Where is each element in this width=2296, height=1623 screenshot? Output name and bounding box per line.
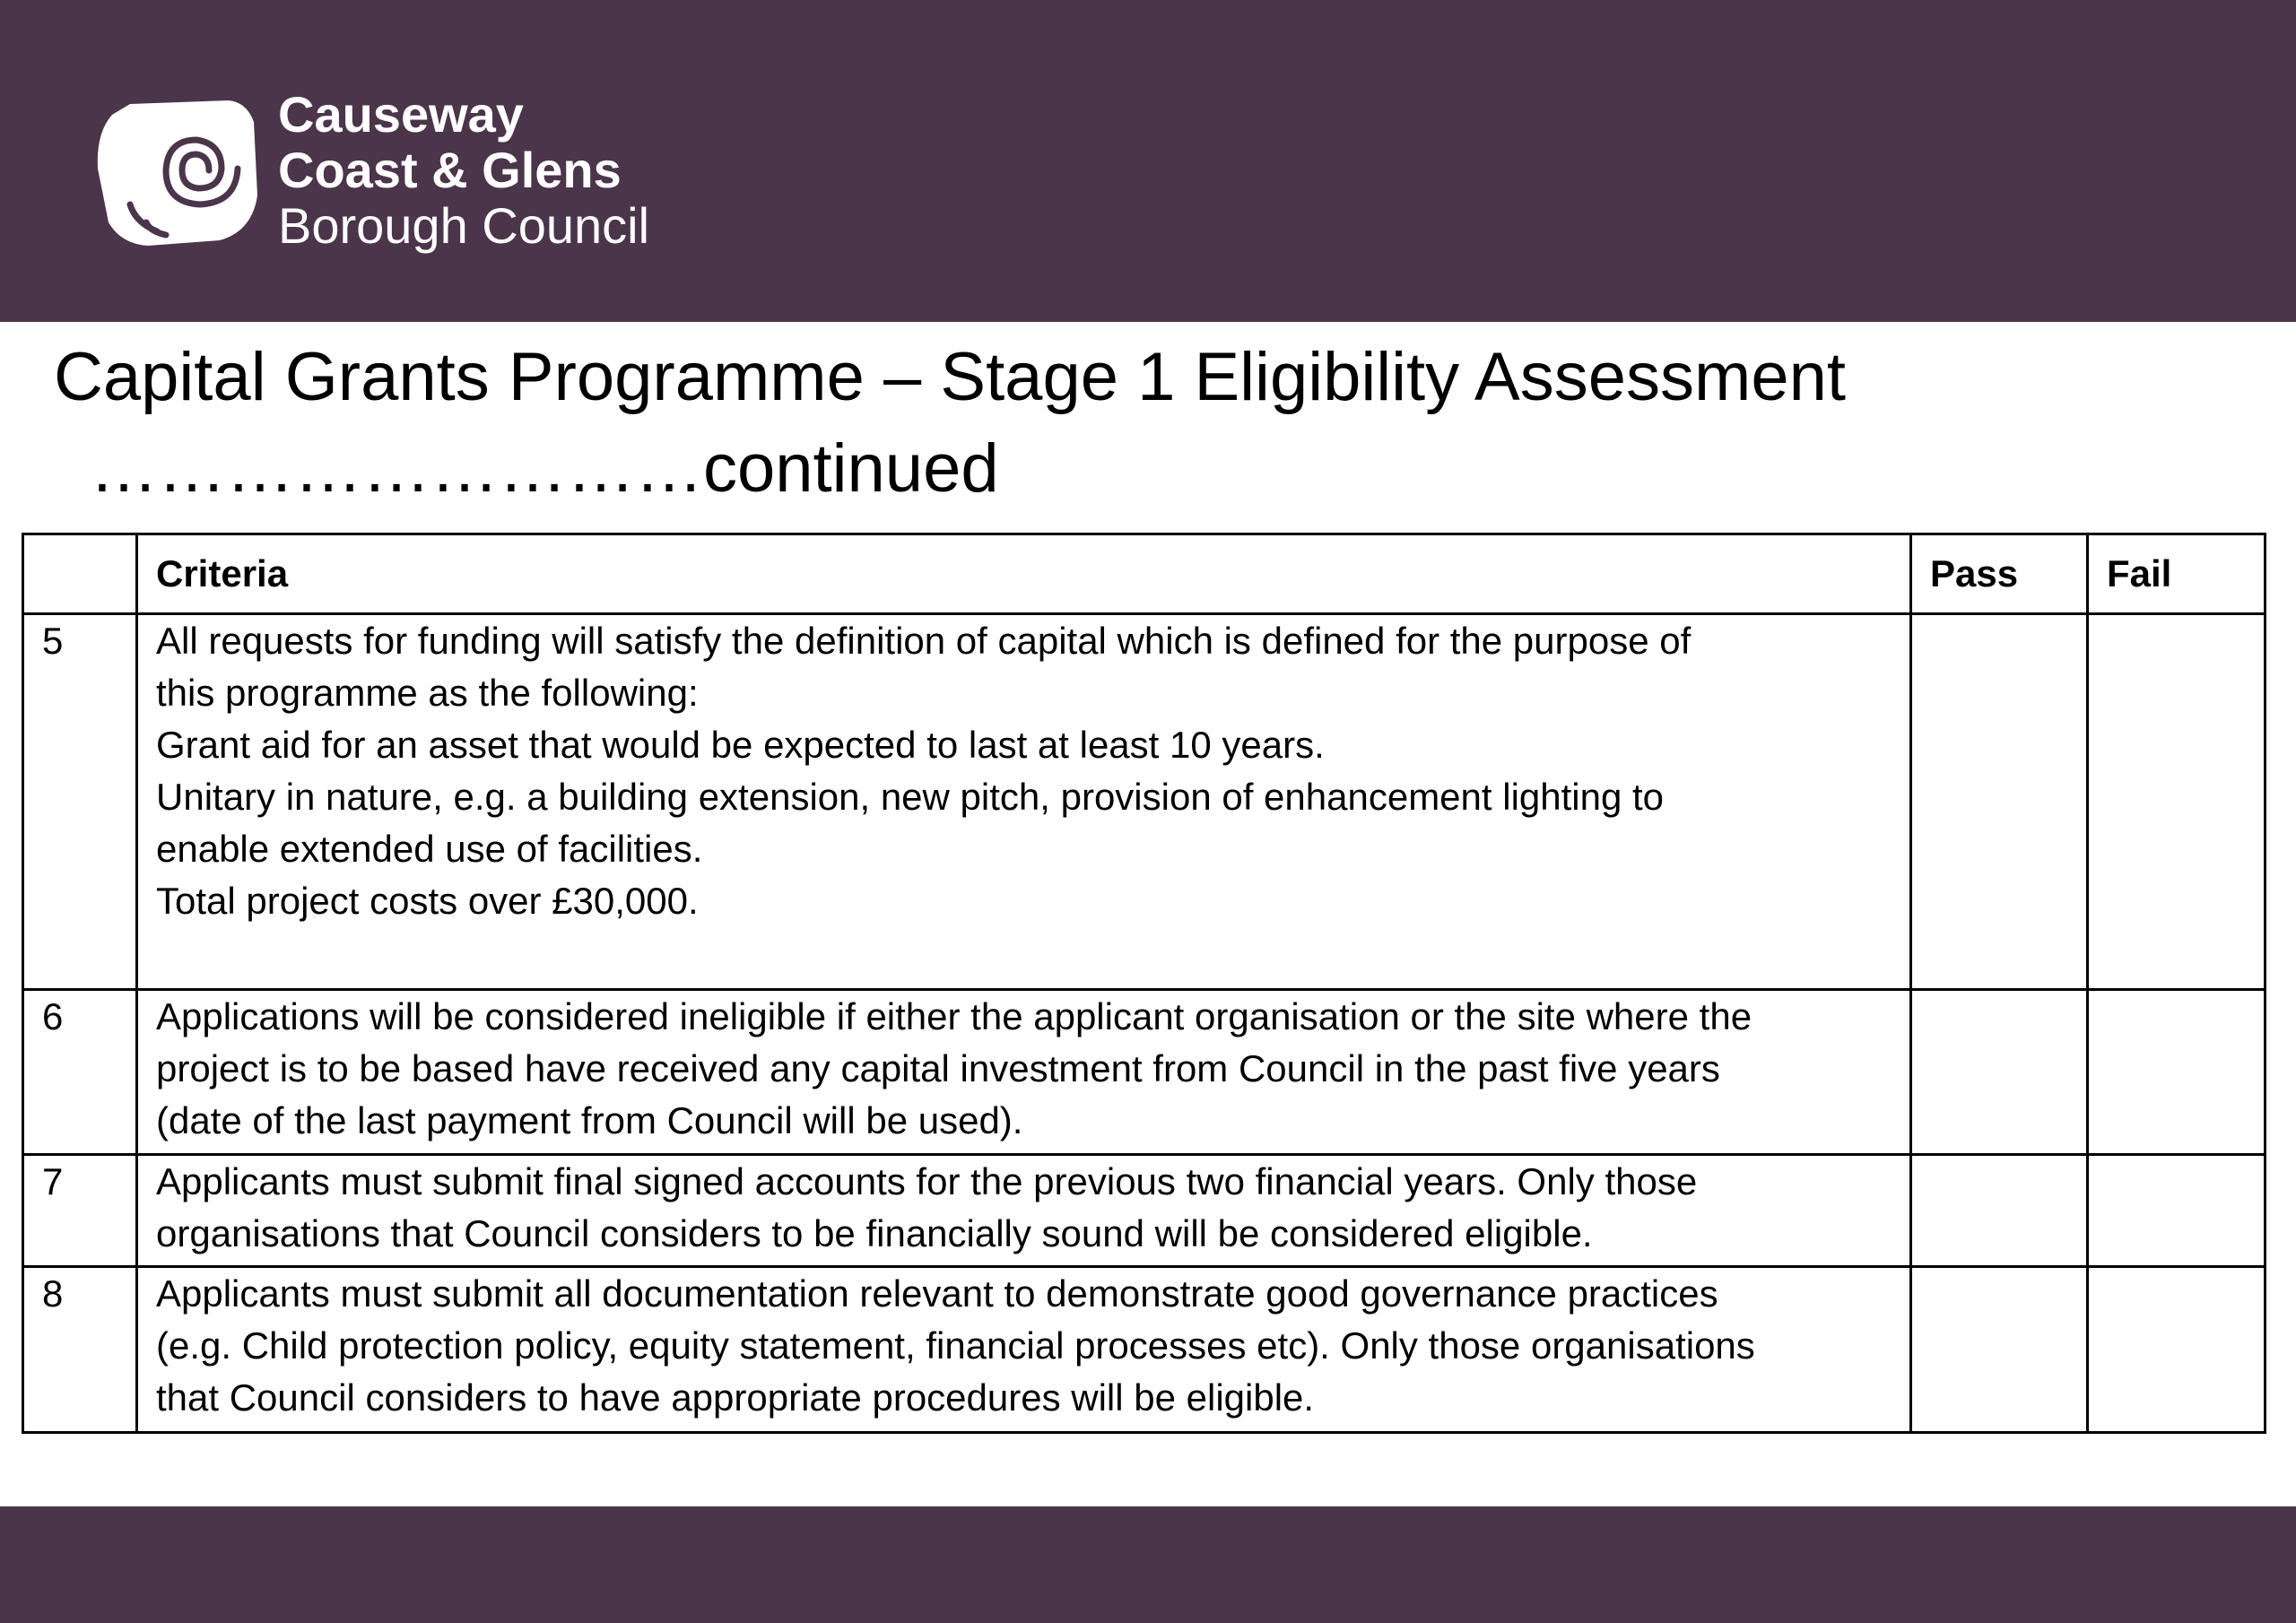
criteria-line: organisations that Council considers to be financially sound will be considered eligible. (156, 1212, 1593, 1254)
header-criteria: Criteria (137, 534, 1911, 614)
table-row (23, 990, 2266, 1155)
row-criteria (137, 1267, 1911, 1433)
criteria-line: project is to be based have received any capital investment from Council in the past five years (156, 1047, 1720, 1089)
row-criteria (137, 990, 1911, 1155)
row-number: 8 (23, 1267, 137, 1433)
row-number: 5 (23, 614, 137, 990)
criteria-line: Applicants must submit final signed accounts for the previous two financial years. Only those (156, 1160, 1698, 1202)
criteria-line: Applications will be considered ineligible if either the applicant organisation or the site where the (156, 995, 1752, 1037)
spiral-stone-icon (94, 97, 260, 249)
criteria-line: Grant aid for an asset that would be expected to last at least 10 years. (156, 724, 1325, 766)
row-number: 7 (23, 1155, 137, 1267)
header-band (0, 0, 2296, 322)
fail-cell[interactable] (2088, 614, 2266, 990)
eligibility-table (22, 533, 2266, 1434)
criteria-line: Applicants must submit all documentation relevant to demonstrate good governance practices (156, 1272, 1718, 1315)
criteria-line: this programme as the following: (156, 672, 699, 714)
row-criteria (137, 614, 1911, 990)
logo-line-causeway: Causeway (278, 86, 524, 143)
pass-cell[interactable] (1911, 614, 2088, 990)
fail-cell[interactable] (2088, 990, 2266, 1155)
criteria-line: Unitary in nature, e.g. a building extension, new pitch, provision of enhancement lighting to (156, 776, 1665, 818)
council-logo (94, 86, 668, 269)
page-subtitle: ………………………continued (90, 430, 999, 507)
row-number: 6 (23, 990, 137, 1155)
logo-line-coast-glens: Coast & Glens (278, 142, 622, 198)
table-header-row (23, 534, 2266, 614)
pass-cell[interactable] (1911, 1267, 2088, 1433)
criteria-line: All requests for funding will satisfy the definition of capital which is defined for the purpose of (156, 620, 1692, 662)
criteria-line: (e.g. Child protection policy, equity statement, financial processes etc). Only those organisations (156, 1324, 1755, 1367)
pass-cell[interactable] (1911, 1155, 2088, 1267)
criteria-line: that Council considers to have appropriate procedures will be eligible. (156, 1376, 1315, 1419)
criteria-line: (date of the last payment from Council will be used). (156, 1099, 1023, 1141)
page-title: Capital Grants Programme – Stage 1 Eligibility Assessment (54, 339, 1846, 415)
footer-band (0, 1506, 2296, 1623)
table-row (23, 1267, 2266, 1433)
header-number (23, 534, 137, 614)
table-row (23, 614, 2266, 990)
criteria-line: Total project costs over £30,000. (156, 880, 699, 922)
row-criteria (137, 1155, 1911, 1267)
header-fail: Fail (2088, 534, 2266, 614)
fail-cell[interactable] (2088, 1267, 2266, 1433)
logo-line-borough-council: Borough Council (278, 197, 650, 254)
pass-cell[interactable] (1911, 990, 2088, 1155)
table-row (23, 1155, 2266, 1267)
fail-cell[interactable] (2088, 1155, 2266, 1267)
header-pass: Pass (1911, 534, 2088, 614)
criteria-line: enable extended use of facilities. (156, 828, 703, 870)
